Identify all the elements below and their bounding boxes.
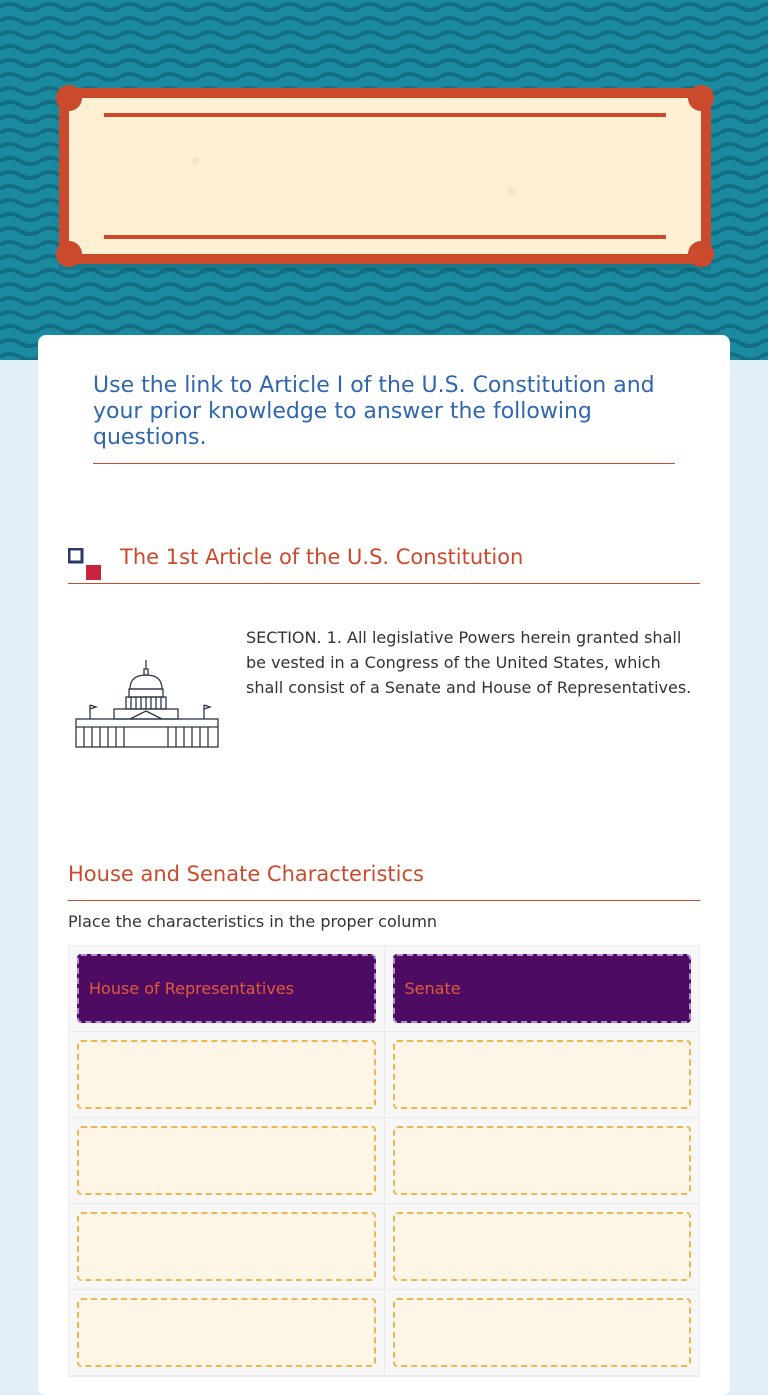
capitol-building-icon [74, 657, 220, 749]
section-header: House and Senate Characteristics [68, 862, 700, 901]
drop-row [69, 1290, 699, 1376]
drop-zone-senate[interactable] [393, 1212, 692, 1281]
column-header-senate: Senate [393, 954, 692, 1023]
drop-zone-house[interactable] [77, 1040, 376, 1109]
drop-row [69, 1032, 699, 1118]
drop-zone-house[interactable] [77, 1298, 376, 1367]
drop-zone-senate[interactable] [393, 1040, 692, 1109]
sort-grid [68, 945, 700, 1377]
banner-divider [104, 235, 666, 239]
banner-corner [56, 85, 82, 111]
drop-zone-house[interactable] [77, 1212, 376, 1281]
sort-instructions: Place the characteristics in the proper column [68, 912, 438, 931]
title-banner [59, 88, 711, 264]
drop-zone-senate[interactable] [393, 1126, 692, 1195]
worksheet-card [38, 335, 730, 1395]
banner-corner [56, 241, 82, 267]
banner-divider [104, 113, 666, 117]
column-header-row [69, 946, 699, 1032]
instructions-text: Use the link to Article I of the U.S. Constitution and your prior knowledge to answer the following questions. [93, 373, 675, 464]
drop-row [69, 1118, 699, 1204]
drop-zone-house[interactable] [77, 1126, 376, 1195]
banner-corner [688, 85, 714, 111]
banner-paper [69, 98, 701, 254]
banner-corner [688, 241, 714, 267]
section-header [68, 545, 700, 584]
flag-icon [68, 548, 102, 582]
drop-zone-senate[interactable] [393, 1298, 692, 1367]
section-body-text: SECTION. 1. All legislative Powers herein granted shall be vested in a Congress of the United States, which shall consist of a Senate and House of Representatives. [246, 628, 692, 697]
drop-row [69, 1204, 699, 1290]
section-title: The 1st Article of the U.S. Constitution [120, 545, 524, 569]
column-header-house: House of Representatives [77, 954, 376, 1023]
